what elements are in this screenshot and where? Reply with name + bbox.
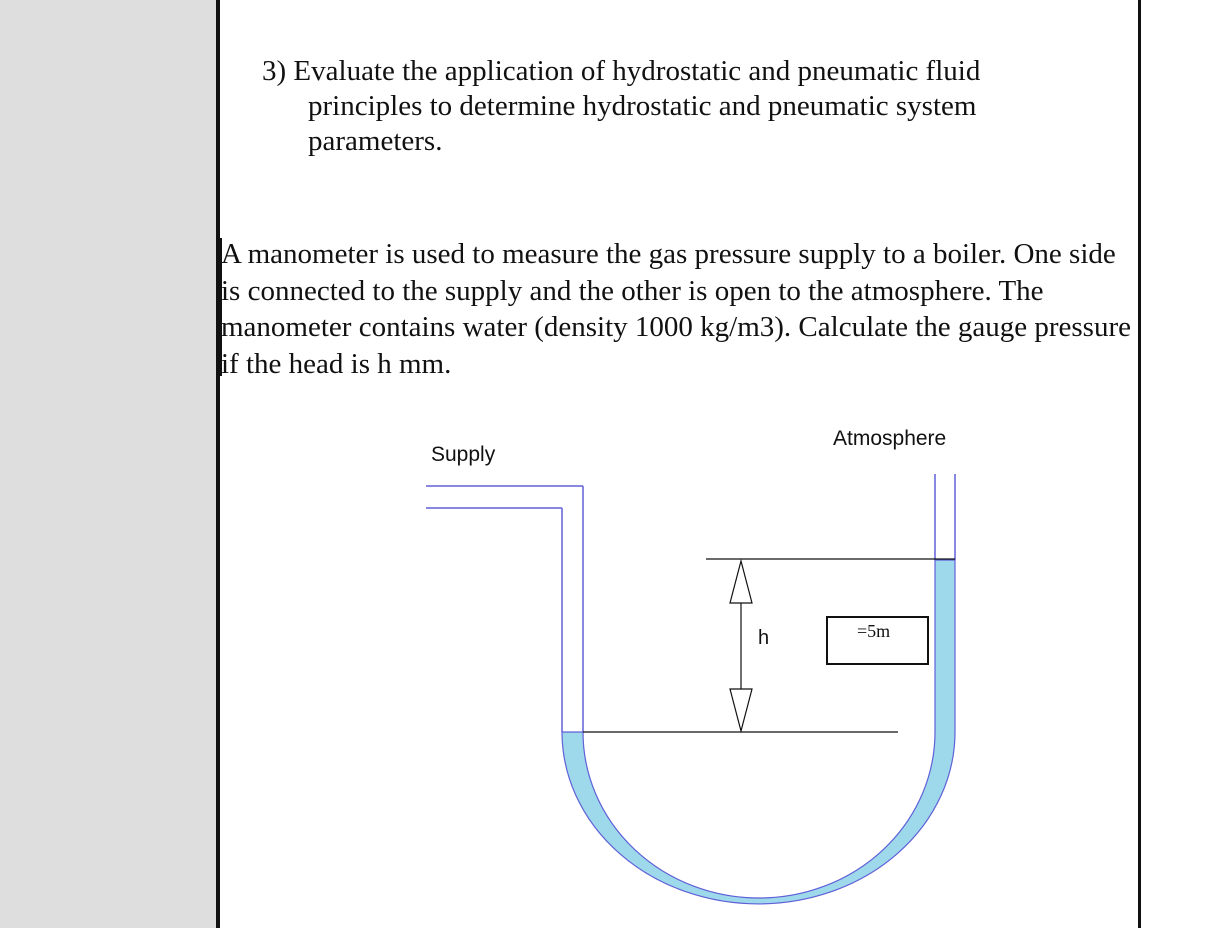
head-arrow-down-icon (730, 689, 752, 731)
value-box-text: =5m (857, 621, 891, 641)
objective-line-3: parameters. (308, 125, 443, 157)
objective-text-1: Evaluate the application of hydrostatic and pneumatic fluid (293, 55, 981, 87)
objective-line-2: principles to determine hydrostatic and pneumatic system (308, 90, 977, 122)
head-label: h (758, 627, 770, 649)
supply-label: Supply (431, 443, 496, 466)
atmosphere-label: Atmosphere (833, 427, 947, 450)
objective-number: 3) (262, 55, 287, 87)
head-arrow-up-icon (730, 561, 752, 603)
question-text: A manometer is used to measure the gas pressure supply to a boiler. One side is connected to the supply and the other is open to the atmosphere. The manometer contains water (density 1000 kg/m3). Calculate the gauge pressure if the head is h mm. (221, 238, 1131, 380)
